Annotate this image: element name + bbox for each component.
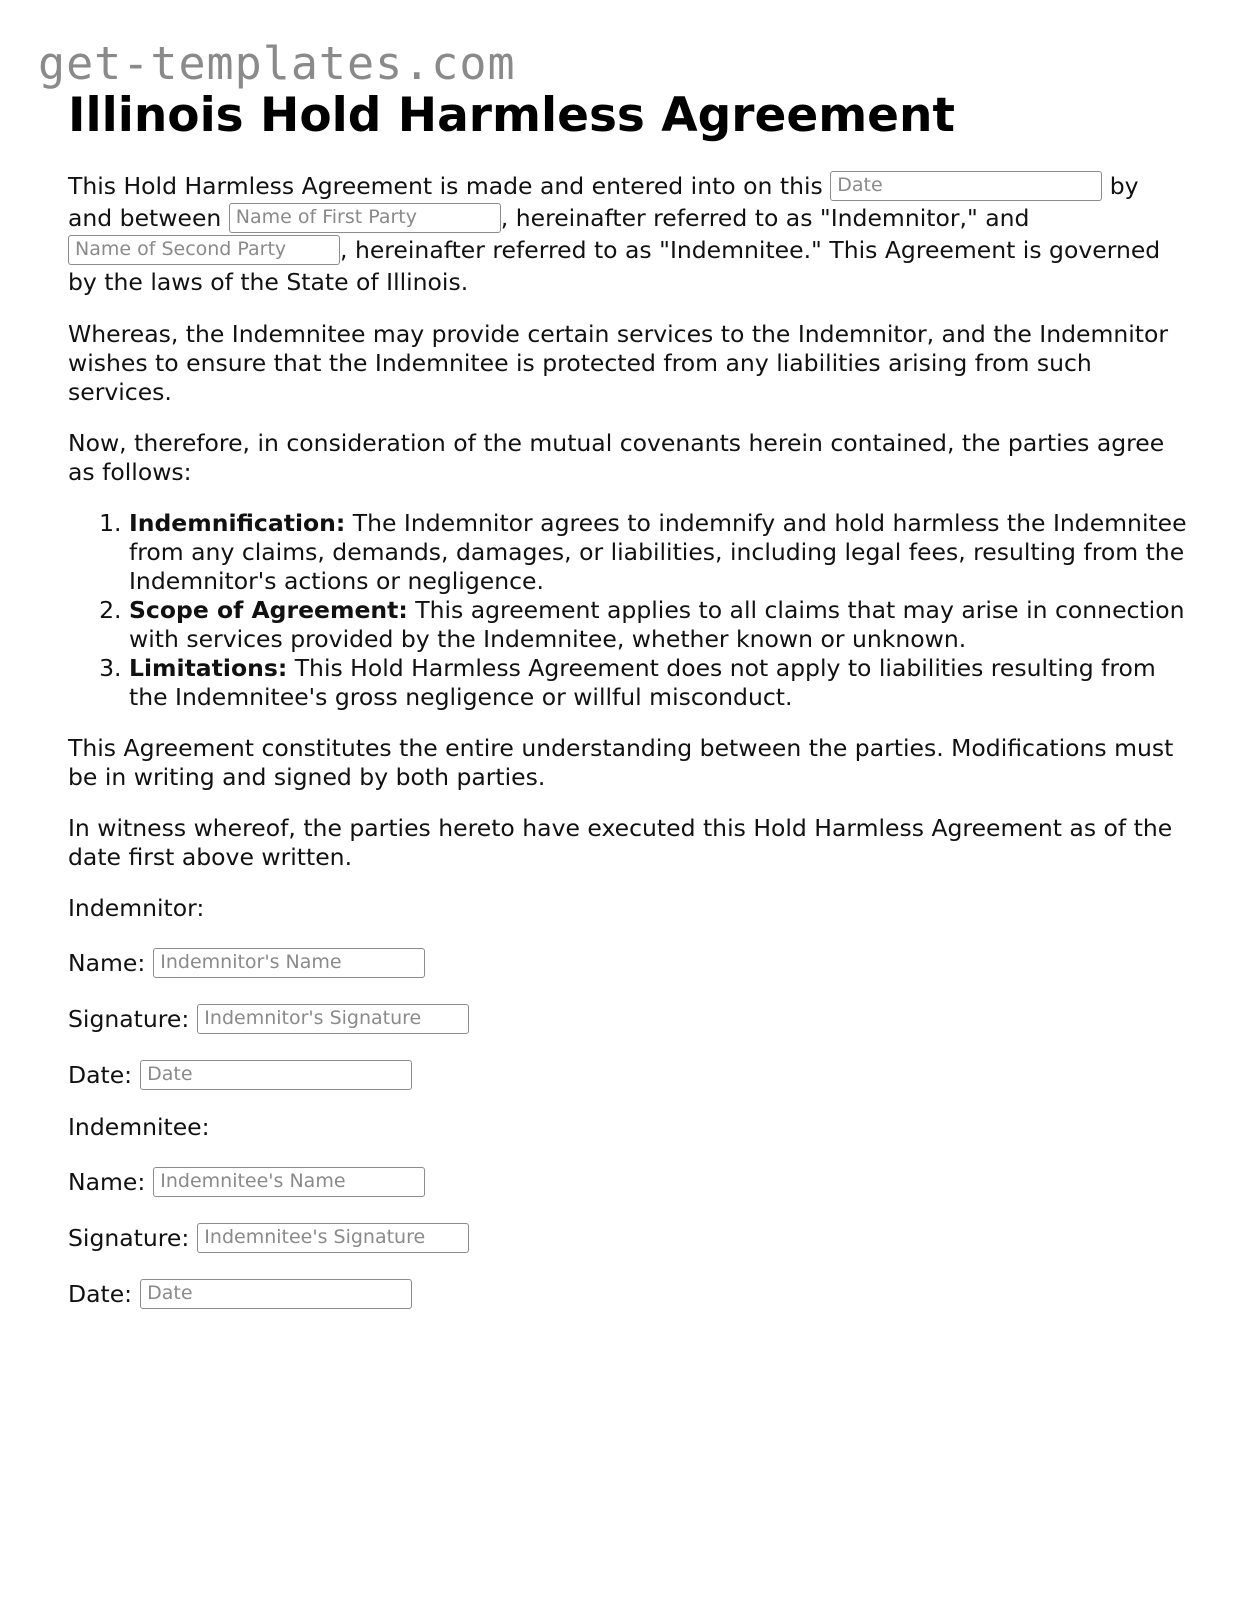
intro-text-4: , hereinafter referred to as "Indemnitee." This Agreement is governed by the laws of the State of Illinois. (68, 236, 1161, 296)
witness-paragraph: In witness whereof, the parties hereto have executed this Hold Harmless Agreement as of the date first above written. (68, 814, 1173, 871)
whereas-paragraph: Whereas, the Indemnitee may provide certain services to the Indemnitor, and the Indemnitor wishes to ensure that the Indemnitee is protected from any liabilities arising from such services. (68, 320, 1169, 406)
page-title: Illinois Hold Harmless Agreement (68, 88, 955, 143)
clause-item (129, 596, 1188, 654)
indemnitor-date-field[interactable]: Date (140, 1060, 412, 1090)
intro-text-3: , hereinafter referred to as "Indemnitor," and (500, 204, 1030, 232)
second-party-field[interactable]: Name of Second Party (68, 235, 340, 265)
clause-heading: Limitations: (129, 654, 288, 682)
indemnitee-signature-row (68, 1222, 1188, 1254)
clause-heading: Indemnification: (129, 509, 346, 537)
indemnitee-signature-label: Signature: (68, 1224, 190, 1252)
agreement-date-field[interactable]: Date (830, 171, 1102, 201)
indemnitor-heading: Indemnitor: (68, 894, 205, 922)
first-party-field[interactable]: Name of First Party (229, 203, 501, 233)
clause-item (129, 509, 1188, 596)
indemnitee-date-field[interactable]: Date (140, 1279, 412, 1309)
intro-paragraph (68, 170, 1188, 298)
indemnitor-signature-label: Signature: (68, 1005, 190, 1033)
clause-text: This agreement applies to all claims that may arise in connection with services provided by the Indemnitee, whether known or unknown. (129, 596, 1185, 653)
clause-list (68, 509, 1188, 712)
indemnitee-name-row (68, 1166, 1188, 1198)
entire-agreement-paragraph: This Agreement constitutes the entire understanding between the parties. Modifications must be in writing and signed by both parties. (68, 734, 1174, 791)
indemnitee-heading: Indemnitee: (68, 1113, 210, 1141)
indemnitor-name-row (68, 947, 1188, 979)
clause-item (129, 654, 1188, 712)
indemnitor-name-field[interactable]: Indemnitor's Name (153, 948, 425, 978)
now-therefore-paragraph: Now, therefore, in consideration of the mutual covenants herein contained, the parties agree as follows: (68, 429, 1165, 486)
clause-heading: Scope of Agreement: (129, 596, 408, 624)
indemnitee-date-row (68, 1278, 1188, 1310)
clause-text: This Hold Harmless Agreement does not apply to liabilities resulting from the Indemnitee's gross negligence or willful misconduct. (129, 654, 1156, 711)
indemnitor-name-label: Name: (68, 949, 146, 977)
indemnitee-name-label: Name: (68, 1168, 146, 1196)
intro-text-1: This Hold Harmless Agreement is made and entered into on this (68, 172, 831, 200)
document (68, 84, 1188, 1310)
indemnitee-signature-field[interactable]: Indemnitee's Signature (197, 1223, 469, 1253)
indemnitor-signature-row (68, 1003, 1188, 1035)
indemnitor-signature-field[interactable]: Indemnitor's Signature (197, 1004, 469, 1034)
indemnitee-date-label: Date: (68, 1280, 133, 1308)
indemnitor-date-label: Date: (68, 1061, 133, 1089)
intro-text-2: by and between (68, 172, 1139, 232)
indemnitor-date-row (68, 1059, 1188, 1091)
clause-text: The Indemnitor agrees to indemnify and hold harmless the Indemnitee from any claims, demands, damages, or liabilities, including legal fees, resulting from the Indemnitor's actions or negligence. (129, 509, 1187, 595)
indemnitee-name-field[interactable]: Indemnitee's Name (153, 1167, 425, 1197)
watermark: get-templates.com (38, 37, 516, 90)
